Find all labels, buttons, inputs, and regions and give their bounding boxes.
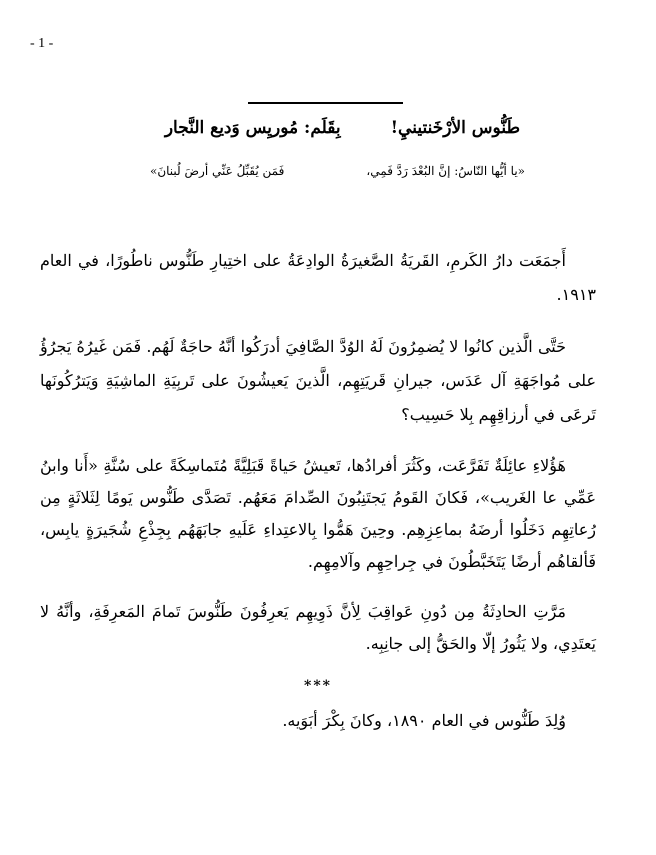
paragraph: هَؤُلاءِ عائِلَةٌ تَفَرَّعَت، وكَثُرَ أفرادُها، تَعيشُ حَياةً قَبَلِيَّةً مُتَماسِكَةً على سُنَّةِ «أَنا وابنُ عَمِّي عا الغَريب»، فَكانَ القَومُ يَجتَنِبُونَ الصِّدامَ مَعَهُم. تَصَدَّى طَنُّوس يَومًا لِثَلاثَةٍ مِن رُعاتِهِم دَخَلُوا أرضَهُ بماعِزِهِم. وحِينَ هَمُّوا بِالاعتِداءِ عَلَيهِ جابَهَهُم بِجِذْعِ شُجَيرَةٍ يابِس، فَألقاهُم أرضًا يَتَخَبَّطُونَ في جِراحِهِم وآلامِهِم. — [40, 456, 596, 571]
paragraph: أَجمَعَت دارُ الكَرمِ، القَريَةُ الصَّغيرَةُ الوادِعَةُ على اختِيارِ طَنُّوس ناطُورًا، في العام ١٩١٣. — [40, 251, 596, 304]
paragraph: وُلِدَ طَنُّوس في العام ١٨٩٠، وكانَ بِكْرَ أبَوَيه. — [282, 711, 566, 730]
paragraph: مَرَّتِ الحادِثَةُ مِن دُونِ عَواقِبَ لِأنَّ ذَوِيهِم يَعرِفُونَ طَنُّوسَ تَمامَ المَعرِفَةِ، وأنَّهُ لا يَعتَدِي، ولا يَثُورُ إلّا والحَقُّ إلى جانِبِه. — [40, 602, 596, 653]
article-byline: بِقَلَم: مُوريِس وَديع النَّجار — [164, 118, 341, 138]
epigraph-first-hemistich: «يا أيُّها النّاسُ: إنَّ البُعْدَ رَدَّ فَمِي، — [366, 164, 525, 178]
epigraph-second-hemistich: فَمَن يُقَبِّلُ عَنِّي أرضَ لُبنانَ» — [150, 164, 285, 178]
paragraph: حَتَّى الَّذين كانُوا لا يُضمِرُونَ لَهُ الوُدَّ الصَّافِيَ أدرَكُوا أنَّهُ حاجَةٌ لَهُم. فَمَن غَيرُهُ يَجرُؤُ على مُواجَهَةِ آل عَدَس، جيرانِ قَريَتِهِم، الَّذينَ يَعيشُونَ على تَربِيَةِ الماشِيَةِ وَيَترُكُونَها تَرعَى في أرزاقِهِم بِلا حَسِيب؟ — [40, 337, 596, 424]
header-rule — [248, 102, 403, 104]
epigraph — [150, 164, 525, 178]
article-body — [40, 244, 596, 756]
page-number: - 1 - — [30, 36, 54, 51]
section-separator: *** — [304, 678, 332, 694]
article-title: طَنُّوس الأرْخَنتينيِ! — [390, 118, 520, 138]
article-header — [140, 118, 520, 138]
